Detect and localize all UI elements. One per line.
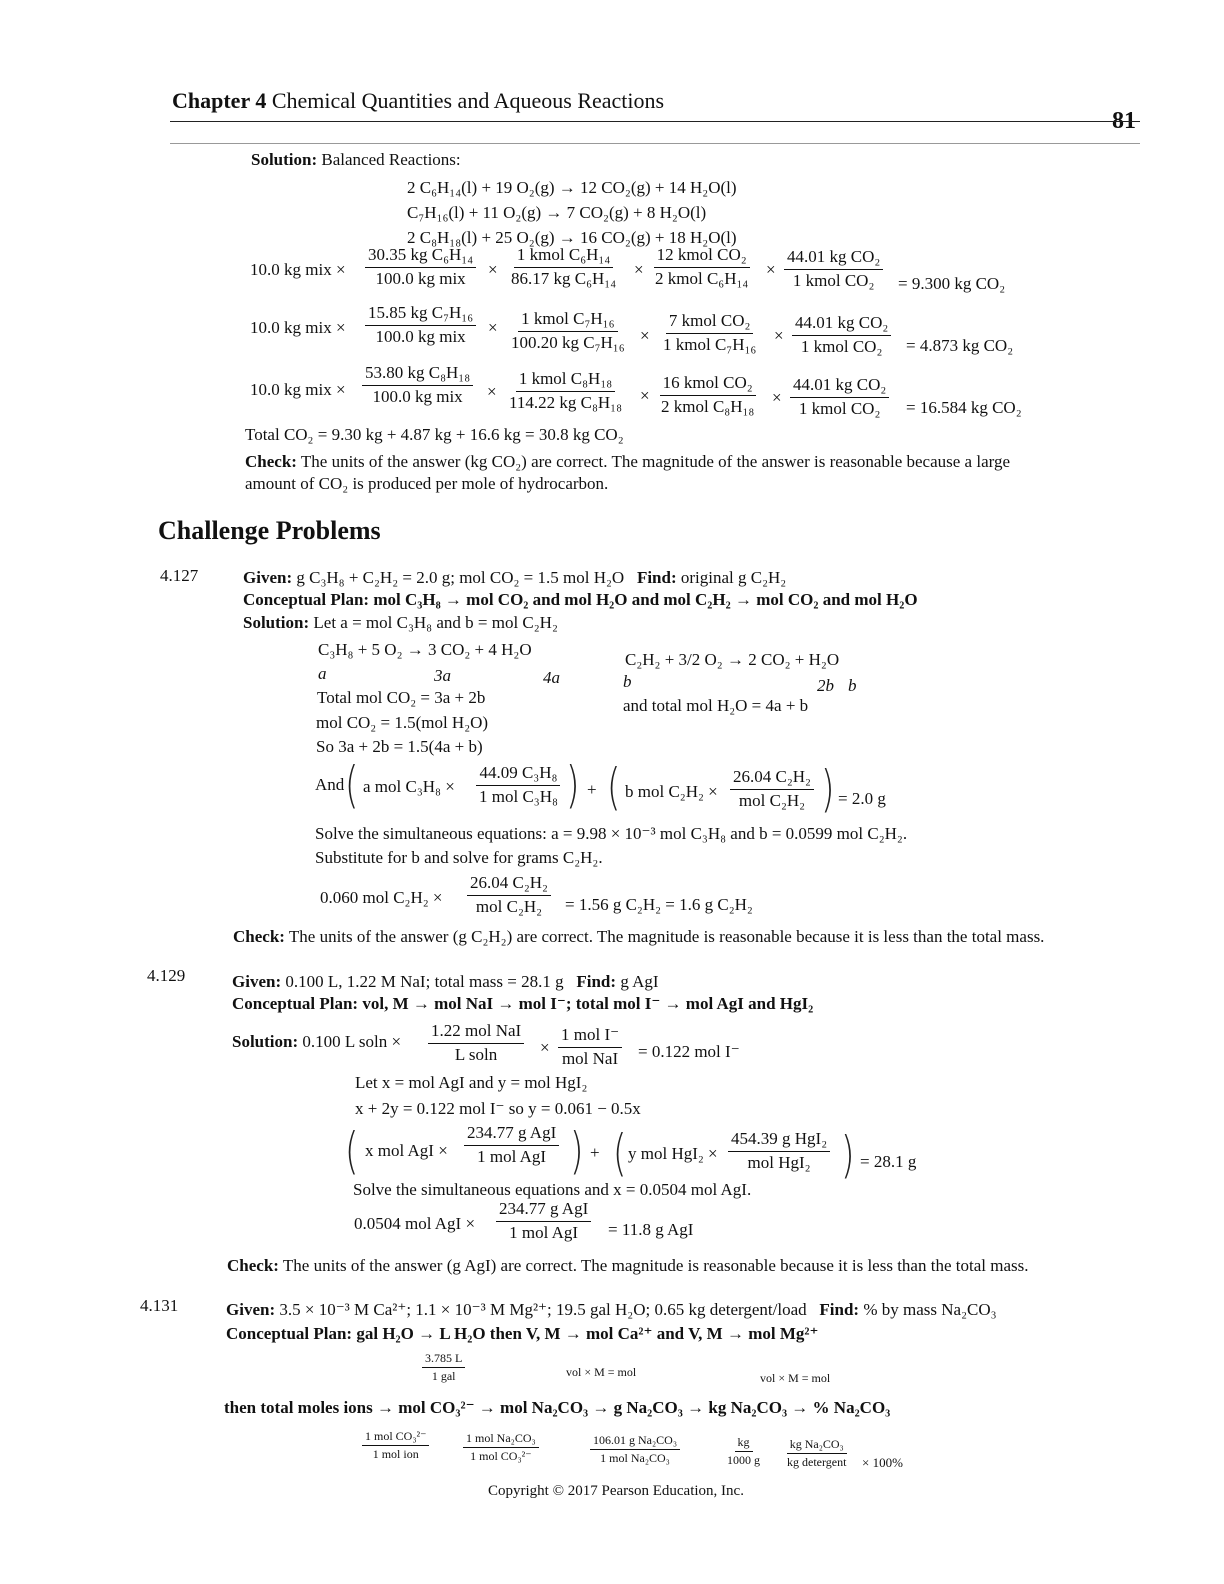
times-sign: × [634, 260, 644, 279]
find-text: original g C₂H₂ [680, 568, 787, 587]
find-text: g AgI [620, 972, 659, 991]
frac-num: 44.01 kg CO₂ [792, 314, 891, 336]
copyright: Copyright © 2017 Pearson Education, Inc. [488, 1483, 744, 1499]
calc-fraction [508, 246, 619, 288]
frac-num: 454.39 g HgI₂ [728, 1130, 830, 1152]
times-sign: × [640, 326, 650, 345]
paren-right: ) [569, 1122, 584, 1180]
vol-m-label-2: vol × M = mol [760, 1371, 831, 1385]
frac-den: kg detergent [787, 1455, 847, 1470]
frac-den: 1 mol AgI [509, 1222, 579, 1242]
frac-den: mol C₂H₂ [738, 790, 806, 810]
p127-solution-line [243, 613, 558, 633]
given-text: g C₃H₈ + C₂H₂ = 2.0 g; mol CO₂ = 1.5 mol H₂O [296, 568, 625, 587]
given-label: Given: [226, 1300, 276, 1319]
paren-left: ( [606, 758, 621, 816]
calc-fraction [660, 312, 759, 354]
frac-num: 3.785 L [422, 1352, 465, 1368]
total-co2-line: Total CO₂ = 9.30 kg + 4.87 kg + 16.6 kg = 30.8 kg CO₂ [245, 425, 624, 444]
p127-mol-relation: mol CO₂ = 1.5(mol H₂O) [316, 713, 489, 732]
times-sign: × [540, 1038, 550, 1057]
p127-final-lead: 0.060 mol C₂H₂ × [320, 888, 443, 907]
conv-fraction [724, 1436, 763, 1467]
frac-num: kg Na₂CO₃ [787, 1438, 847, 1454]
and-term1: a mol C₃H₈ × [363, 777, 455, 796]
paren-left: ( [612, 1124, 627, 1182]
p127-so-equation: So 3a + 2b = 1.5(4a + b) [316, 737, 483, 756]
p129-solution-line [232, 1032, 401, 1052]
p129-sol-result: = 0.122 mol I⁻ [638, 1042, 740, 1061]
frac-den: 1000 g [727, 1453, 760, 1468]
given-text: 0.100 L, 1.22 M NaI; total mass = 28.1 g [285, 972, 564, 991]
calc-fraction [508, 310, 628, 352]
plan-label: Conceptual Plan: [232, 994, 359, 1013]
conv-fraction [784, 1438, 849, 1469]
section-title: Challenge Problems [158, 516, 381, 545]
given-text: 3.5 × 10⁻³ M Ca²⁺; 1.1 × 10⁻³ M Mg²⁺; 19.5 gal H₂O; 0.65 kg detergent/load [279, 1300, 807, 1319]
p129-sol-fraction-1 [428, 1022, 524, 1064]
calc-fraction [792, 314, 891, 356]
calc-fraction [658, 374, 757, 416]
p127-final-result: = 1.56 g C₂H₂ = 1.6 g C₂H₂ [565, 895, 753, 914]
reaction-octane: 2 C₈H₁₈(l) + 25 O₂(g) → 16 CO₂(g) + 18 H₂O(l) [407, 228, 737, 247]
eq-term2: y mol HgI₂ × [628, 1144, 718, 1163]
frac-num: 1 kmol C₆H₁₄ [514, 246, 613, 268]
p127-reaction-acetylene: C₂H₂ + 3/2 O₂ → 2 CO₂ + H₂O [625, 650, 840, 669]
frac-num: 26.04 C₂H₂ [730, 768, 814, 790]
conv-fraction [362, 1430, 429, 1461]
header-rule [170, 121, 1140, 122]
p131-plan-line [226, 1324, 818, 1344]
frac-num: 44.09 C₃H₈ [476, 764, 560, 786]
frac-den: 1 mol C₃H₈ [479, 786, 558, 806]
find-label: Find: [636, 568, 677, 587]
p129-given-line [232, 972, 659, 992]
frac-num: 12 kmol CO₂ [654, 246, 750, 268]
p127-final-fraction [467, 874, 551, 916]
check-text: The units of the answer (g C₂H₂) are correct. The magnitude is reasonable because it is less than the total mass. [288, 927, 1045, 946]
conv-fraction [590, 1434, 680, 1465]
frac-den: 1 kmol CO₂ [798, 398, 881, 418]
p129-let-line: Let x = mol AgI and y = mol HgI₂ [355, 1073, 588, 1092]
coeff: 3a [434, 666, 451, 685]
header-rule-thin [170, 143, 1140, 144]
given-label: Given: [232, 972, 282, 991]
find-label: Find: [576, 972, 617, 991]
problem-number-4-127: 4.127 [160, 566, 199, 585]
p129-solve-line: Solve the simultaneous equations and x = 0.0504 mol AgI. [353, 1180, 752, 1199]
frac-den: L soln [454, 1044, 498, 1064]
paren-left: ( [344, 756, 359, 814]
eq-result: = 28.1 g [860, 1152, 917, 1171]
p127-total-co2: Total mol CO₂ = 3a + 2b [317, 688, 486, 707]
frac-num: 1 mol Na₂CO₃ [463, 1432, 539, 1448]
eq-term1: x mol AgI × [365, 1141, 448, 1160]
paren-right: ) [840, 1126, 855, 1184]
paren-right: ) [820, 760, 835, 818]
paren-left: ( [344, 1122, 359, 1180]
p129-check-line [227, 1256, 1028, 1276]
plus-sign: + [590, 1143, 600, 1162]
page-number: 81 [1112, 108, 1136, 134]
frac-den: 1 kmol C₇H₁₆ [663, 334, 757, 354]
frac-den: mol HgI₂ [747, 1152, 811, 1172]
p127-total-h2o: and total mol H₂O = 4a + b [623, 696, 809, 715]
frac-num: 1 mol CO₃²⁻ [362, 1430, 429, 1446]
frac-den: 100.0 kg mix [372, 386, 463, 406]
problem-number-4-129: 4.129 [147, 966, 186, 985]
frac-den: 100.0 kg mix [375, 326, 466, 346]
calc-fraction [362, 364, 473, 406]
check-label: Check: [227, 1256, 279, 1275]
plan-text: vol, M → mol NaI → mol I⁻; total mol I⁻ → mol AgI and HgI₂ [362, 994, 814, 1013]
frac-den: 100.0 kg mix [375, 268, 466, 288]
given-label: Given: [243, 568, 293, 587]
calc-lead: 10.0 kg mix × [250, 318, 346, 337]
calc-fraction [790, 376, 889, 418]
solution-label: Solution: [243, 613, 310, 632]
conv-fraction [463, 1432, 539, 1463]
coeff: 2b [817, 676, 834, 695]
calc-fraction [652, 246, 751, 288]
frac-den: 1 mol ion [372, 1447, 419, 1462]
check-text: The units of the answer (kg CO₂) are correct. The magnitude of the answer is reasonable because a large [300, 452, 1011, 471]
p127-substitute-line: Substitute for b and solve for grams C₂H₂. [315, 848, 603, 867]
solution-lead: 0.100 L soln × [302, 1032, 402, 1051]
chapter-label: Chapter 4 [172, 88, 267, 113]
times-100-percent: × 100% [862, 1455, 903, 1470]
times-sign: × [488, 318, 498, 337]
times-sign: × [772, 388, 782, 407]
top-check-line2: amount of CO₂ is produced per mole of hydrocarbon. [245, 474, 609, 493]
p129-final-result: = 11.8 g AgI [608, 1220, 694, 1239]
p131-plan-line2: then total moles ions → mol CO₃²⁻ → mol Na₂CO₃ → g Na₂CO₃ → kg Na₂CO₃ → % Na₂CO₃ [224, 1398, 891, 1417]
reaction-heptane: C₇H₁₆(l) + 11 O₂(g) → 7 CO₂(g) + 8 H₂O(l) [407, 203, 707, 222]
and-result: = 2.0 g [838, 789, 886, 808]
frac-num: 26.04 C₂H₂ [467, 874, 551, 896]
find-text: % by mass Na₂CO₃ [863, 1300, 997, 1319]
frac-num: 234.77 g AgI [464, 1124, 559, 1146]
calc-result: = 4.873 kg CO₂ [906, 336, 1014, 355]
times-sign: × [640, 386, 650, 405]
eq-fraction-1 [464, 1124, 559, 1166]
frac-den: 1 gal [431, 1369, 456, 1384]
frac-den: mol NaI [561, 1048, 619, 1068]
frac-num: 53.80 kg C₈H₁₈ [362, 364, 473, 386]
p131-gal-conversion [422, 1352, 465, 1383]
frac-den: 1 mol Na₂CO₃ [600, 1451, 670, 1466]
frac-num: 1.22 mol NaI [428, 1022, 524, 1044]
frac-num: 16 kmol CO₂ [660, 374, 756, 396]
coeff: b [848, 676, 857, 695]
frac-num: kg [735, 1436, 753, 1452]
p127-solve-line: Solve the simultaneous equations: a = 9.98 × 10⁻³ mol C₃H₈ and b = 0.0599 mol C₂H₂. [315, 824, 908, 843]
times-sign: × [488, 260, 498, 279]
coeff: a [318, 664, 327, 683]
calc-fraction [784, 248, 883, 290]
frac-den: 1 mol AgI [477, 1146, 547, 1166]
eq-fraction-2 [728, 1130, 830, 1172]
frac-num: 1 kmol C₈H₁₈ [516, 370, 615, 392]
calc-lead: 10.0 kg mix × [250, 380, 346, 399]
frac-den: 2 kmol C₈H₁₈ [661, 396, 755, 416]
frac-num: 1 mol I⁻ [558, 1026, 622, 1048]
frac-den: 86.17 kg C₆H₁₄ [511, 268, 617, 288]
coeff: 4a [543, 668, 560, 687]
plan-text: gal H₂O → L H₂O then V, M → mol Ca²⁺ and V, M → mol Mg²⁺ [356, 1324, 819, 1343]
frac-den: 2 kmol C₆H₁₄ [655, 268, 749, 288]
frac-den: 1 mol CO₃²⁻ [470, 1449, 532, 1464]
frac-num: 106.01 g Na₂CO₃ [590, 1434, 680, 1450]
p127-plan-line [243, 590, 918, 610]
chapter-header [172, 88, 664, 113]
top-check-line1 [245, 452, 1010, 472]
p129-sol-fraction-2 [558, 1026, 622, 1068]
p129-final-lead: 0.0504 mol AgI × [354, 1214, 476, 1233]
frac-den: 114.22 kg C₈H₁₈ [509, 392, 623, 412]
check-label: Check: [233, 927, 285, 946]
p129-plan-line [232, 994, 813, 1014]
plan-label: Conceptual Plan: [226, 1324, 353, 1343]
calc-fraction [365, 246, 476, 288]
frac-den: mol C₂H₂ [475, 896, 543, 916]
times-sign: × [766, 260, 776, 279]
p127-check-line [233, 927, 1044, 947]
chapter-title: Chemical Quantities and Aqueous Reactions [271, 88, 665, 113]
times-sign: × [774, 326, 784, 345]
plus-sign: + [587, 780, 597, 799]
p127-reaction-propane: C₃H₈ + 5 O₂ → 3 CO₂ + 4 H₂O [318, 640, 532, 659]
frac-den: 1 kmol CO₂ [800, 336, 883, 356]
p129-x-line: x + 2y = 0.122 mol I⁻ so y = 0.061 − 0.5x [355, 1099, 641, 1118]
vol-m-label-1: vol × M = mol [566, 1365, 637, 1379]
check-label: Check: [245, 452, 297, 471]
paren-right: ) [565, 756, 580, 814]
problem-number-4-131: 4.131 [140, 1296, 179, 1315]
frac-den: 100.20 kg C₇H₁₆ [511, 332, 625, 352]
frac-num: 7 kmol CO₂ [666, 312, 754, 334]
find-label: Find: [819, 1300, 860, 1319]
frac-den: 1 kmol CO₂ [792, 270, 875, 290]
and-fraction-1 [476, 764, 561, 806]
calc-result: = 9.300 kg CO₂ [898, 274, 1006, 293]
calc-result: = 16.584 kg CO₂ [906, 398, 1022, 417]
p131-given-line [226, 1300, 997, 1320]
calc-fraction [506, 370, 625, 412]
top-solution-text: Balanced Reactions: [321, 150, 461, 169]
reaction-hexane: 2 C₆H₁₄(l) + 19 O₂(g) → 12 CO₂(g) + 14 H₂O(l) [407, 178, 737, 197]
and-fraction-2 [730, 768, 814, 810]
calc-lead: 10.0 kg mix × [250, 260, 346, 279]
plan-label: Conceptual Plan: [243, 590, 370, 609]
frac-num: 30.35 kg C₆H₁₄ [365, 246, 476, 268]
and-term2: b mol C₂H₂ × [625, 782, 718, 801]
top-solution-line [251, 150, 461, 170]
frac-num: 44.01 kg CO₂ [784, 248, 883, 270]
and-label: And [315, 775, 345, 794]
p129-final-fraction [496, 1200, 591, 1242]
frac-num: 15.85 kg C₇H₁₆ [365, 304, 476, 326]
check-text: The units of the answer (g AgI) are correct. The magnitude is reasonable because it is less than the total mass. [282, 1256, 1029, 1275]
times-sign: × [487, 382, 497, 401]
frac-num: 1 kmol C₇H₁₆ [518, 310, 617, 332]
top-solution-label: Solution: [251, 150, 318, 169]
calc-fraction [365, 304, 476, 346]
solution-text: Let a = mol C₃H₈ and b = mol C₂H₂ [313, 613, 558, 632]
frac-num: 234.77 g AgI [496, 1200, 591, 1222]
frac-num: 44.01 kg CO₂ [790, 376, 889, 398]
coeff: b [623, 672, 632, 691]
p127-given-line [243, 568, 786, 588]
plan-text: mol C₃H₈ → mol CO₂ and mol H₂O and mol C₂H₂ → mol CO₂ and mol H₂O [373, 590, 918, 609]
solution-label: Solution: [232, 1032, 299, 1051]
